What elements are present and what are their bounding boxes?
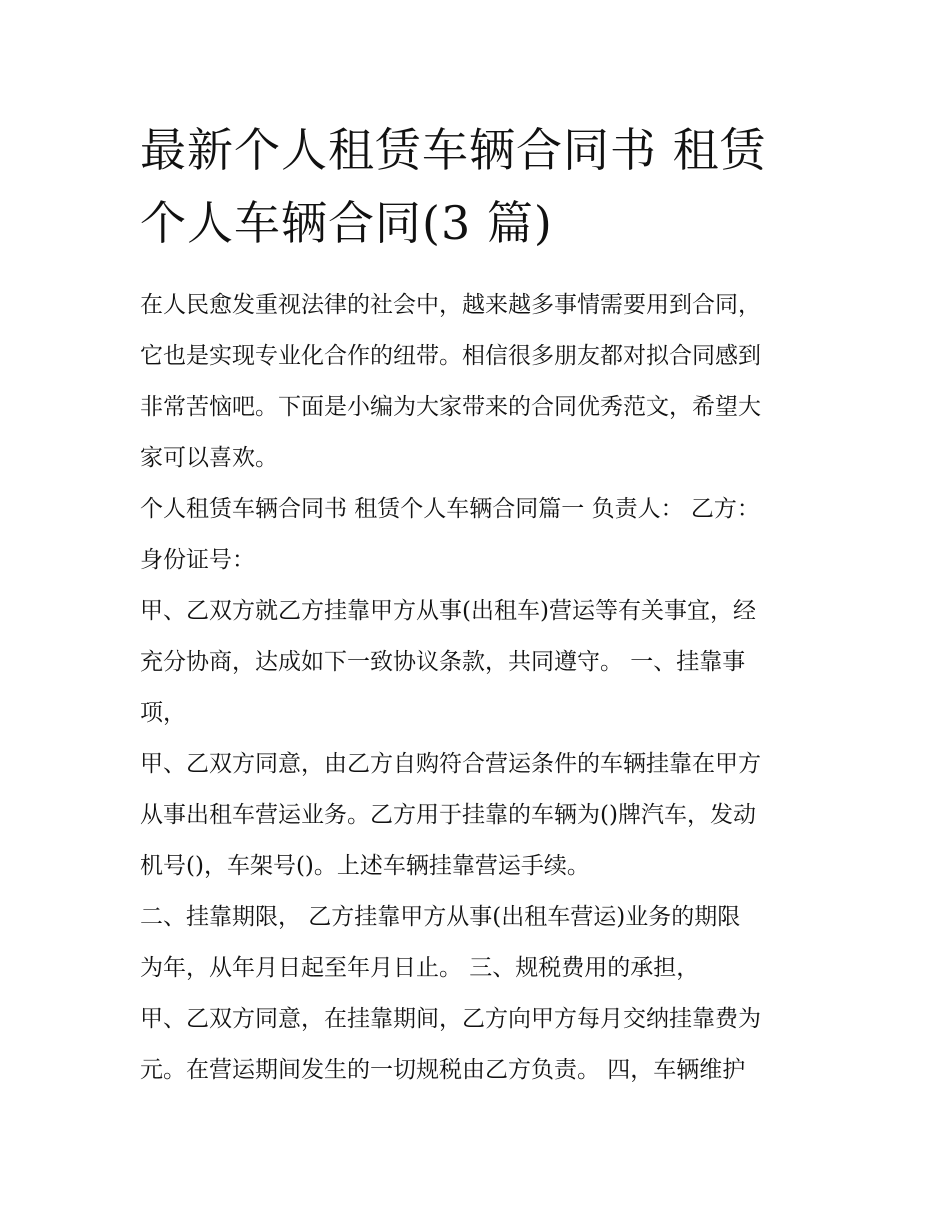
document-title xyxy=(140,114,840,260)
paragraph-fees xyxy=(140,994,815,1096)
text-line: 甲、乙双方就乙方挂靠甲方从事(出租车)营运等有关事宜，经 xyxy=(140,598,756,624)
text-line: 身份证号： xyxy=(140,547,255,573)
text-line: 从事出租车营运业务。乙方用于挂靠的车辆为()牌汽车，发动 xyxy=(140,802,756,828)
text-line: 项， xyxy=(140,700,186,726)
text-line: 二、挂靠期限， 乙方挂靠甲方从事(出租车营运)业务的期限 xyxy=(140,904,741,930)
text-line: 甲、乙双方同意，在挂靠期间，乙方向甲方每月交纳挂靠费为 xyxy=(140,1006,761,1032)
paragraph-term xyxy=(140,892,815,994)
text-line: 甲、乙双方同意，由乙方自购符合营运条件的车辆挂靠在甲方 xyxy=(140,751,761,777)
text-line: 个人租赁车辆合同书 租赁个人车辆合同篇一 负责人： 乙方： xyxy=(140,496,760,522)
title-line-2: 个人车辆合同(3 篇) xyxy=(140,196,553,250)
paragraph-parties xyxy=(140,484,815,586)
title-line-1: 最新个人租赁车辆合同书 租赁 xyxy=(140,123,767,177)
text-line: 元。在营运期间发生的一切规税由乙方负责。 四，车辆维护 xyxy=(140,1057,746,1083)
paragraph-intro xyxy=(140,280,815,484)
paragraph-vehicle xyxy=(140,739,815,892)
text-line: 非常苦恼吧。下面是小编为大家带来的合同优秀范文，希望大 xyxy=(140,394,761,420)
text-line: 家可以喜欢。 xyxy=(140,445,278,471)
text-line: 机号()，车架号()。上述车辆挂靠营运手续。 xyxy=(140,853,590,879)
text-line: 为年，从年月日起至年月日止。 三、规税费用的承担， xyxy=(140,955,700,981)
paragraph-agreement xyxy=(140,586,815,739)
text-line: 在人民愈发重视法律的社会中，越来越多事情需要用到合同， xyxy=(140,292,761,318)
document-body xyxy=(140,280,815,1096)
text-line: 充分协商，达成如下一致协议条款，共同遵守。 一、挂靠事 xyxy=(140,649,746,675)
text-line: 它也是实现专业化合作的纽带。相信很多朋友都对拟合同感到 xyxy=(140,343,761,369)
